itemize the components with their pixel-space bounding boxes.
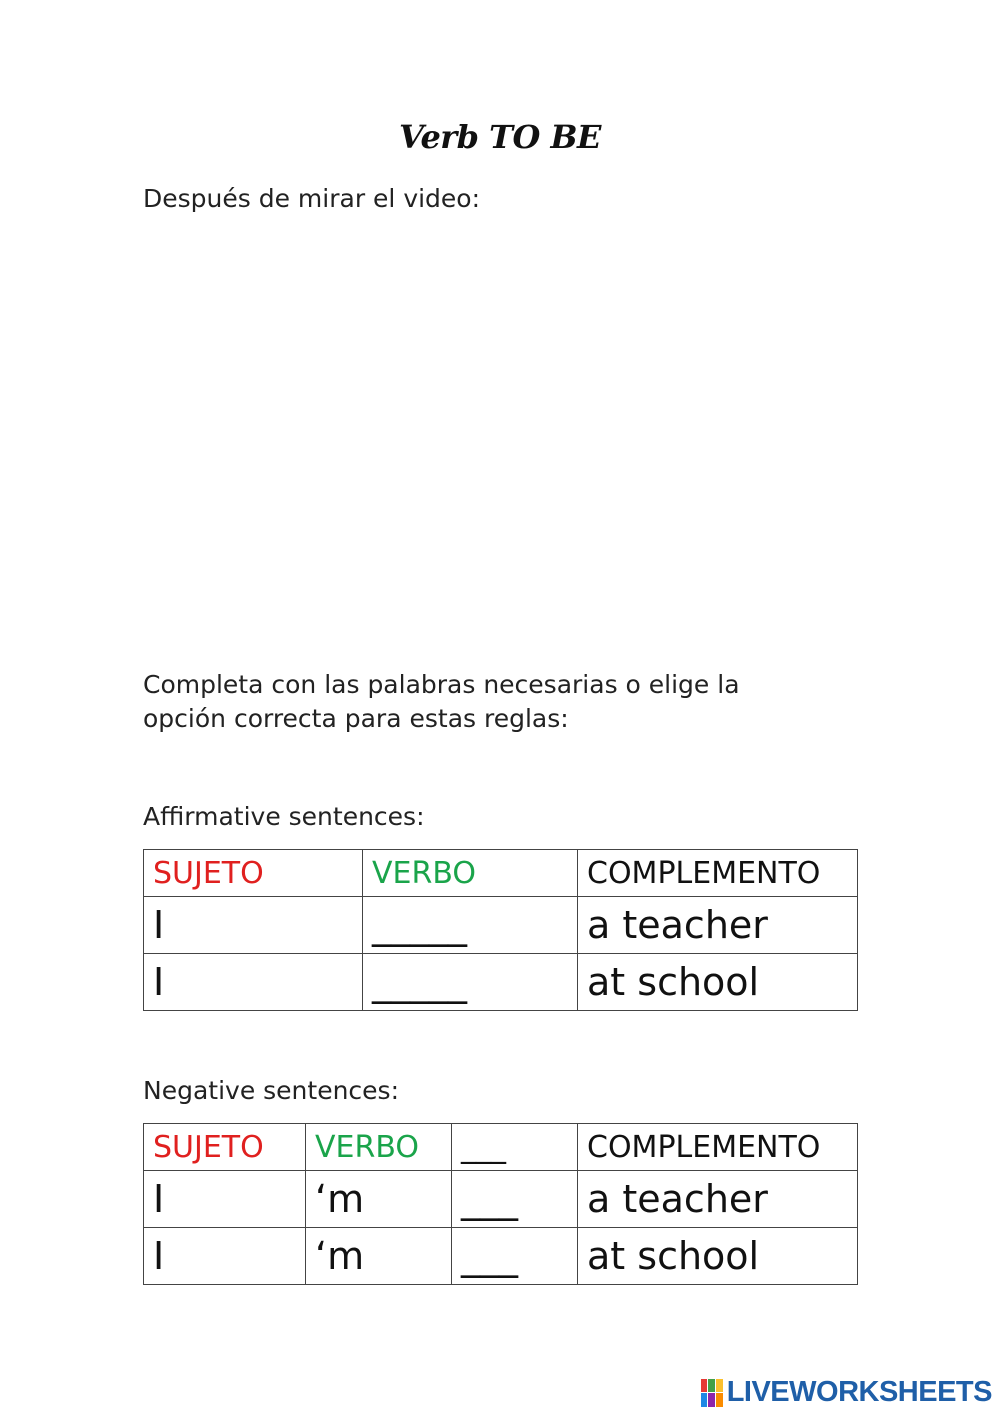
subject-cell: I bbox=[144, 954, 363, 1011]
verb-cell: ‘m bbox=[306, 1228, 452, 1285]
header-complemento: COMPLEMENTO bbox=[578, 850, 858, 897]
verb-blank-input[interactable]: _____ bbox=[363, 897, 578, 954]
header-verbo: VERBO bbox=[363, 850, 578, 897]
intro-text: Después de mirar el video: bbox=[143, 184, 481, 213]
negative-heading: Negative sentences: bbox=[143, 1076, 399, 1105]
page-title: Verb TO BE bbox=[399, 118, 601, 156]
header-complemento: COMPLEMENTO bbox=[578, 1124, 858, 1171]
complement-cell: at school bbox=[578, 1228, 858, 1285]
affirmative-heading: Affirmative sentences: bbox=[143, 802, 425, 831]
table-header-row bbox=[144, 1124, 858, 1171]
table-row bbox=[144, 1228, 858, 1285]
subject-cell: I bbox=[144, 897, 363, 954]
complement-cell: at school bbox=[578, 954, 858, 1011]
affirmative-table bbox=[143, 849, 858, 1011]
brand-name: LIVEWORKSHEETS bbox=[726, 1376, 992, 1408]
negation-blank-input[interactable]: ___ bbox=[452, 1171, 578, 1228]
table-row bbox=[144, 1171, 858, 1228]
header-verbo: VERBO bbox=[306, 1124, 452, 1171]
liveworksheets-logo-icon bbox=[701, 1379, 723, 1407]
negative-table bbox=[143, 1123, 858, 1285]
table-header-row bbox=[144, 850, 858, 897]
instructions-text: Completa con las palabras necesarias o elige la opción correcta para estas reglas: bbox=[143, 670, 740, 733]
complement-cell: a teacher bbox=[578, 1171, 858, 1228]
verb-cell: ‘m bbox=[306, 1171, 452, 1228]
header-sujeto: SUJETO bbox=[144, 1124, 306, 1171]
table-row bbox=[144, 897, 858, 954]
subject-cell: I bbox=[144, 1228, 306, 1285]
complement-cell: a teacher bbox=[578, 897, 858, 954]
liveworksheets-brand[interactable] bbox=[701, 1376, 992, 1409]
subject-cell: I bbox=[144, 1171, 306, 1228]
table-row bbox=[144, 954, 858, 1011]
header-sujeto: SUJETO bbox=[144, 850, 363, 897]
header-blank-input[interactable]: ___ bbox=[452, 1124, 578, 1171]
verb-blank-input[interactable]: _____ bbox=[363, 954, 578, 1011]
negation-blank-input[interactable]: ___ bbox=[452, 1228, 578, 1285]
